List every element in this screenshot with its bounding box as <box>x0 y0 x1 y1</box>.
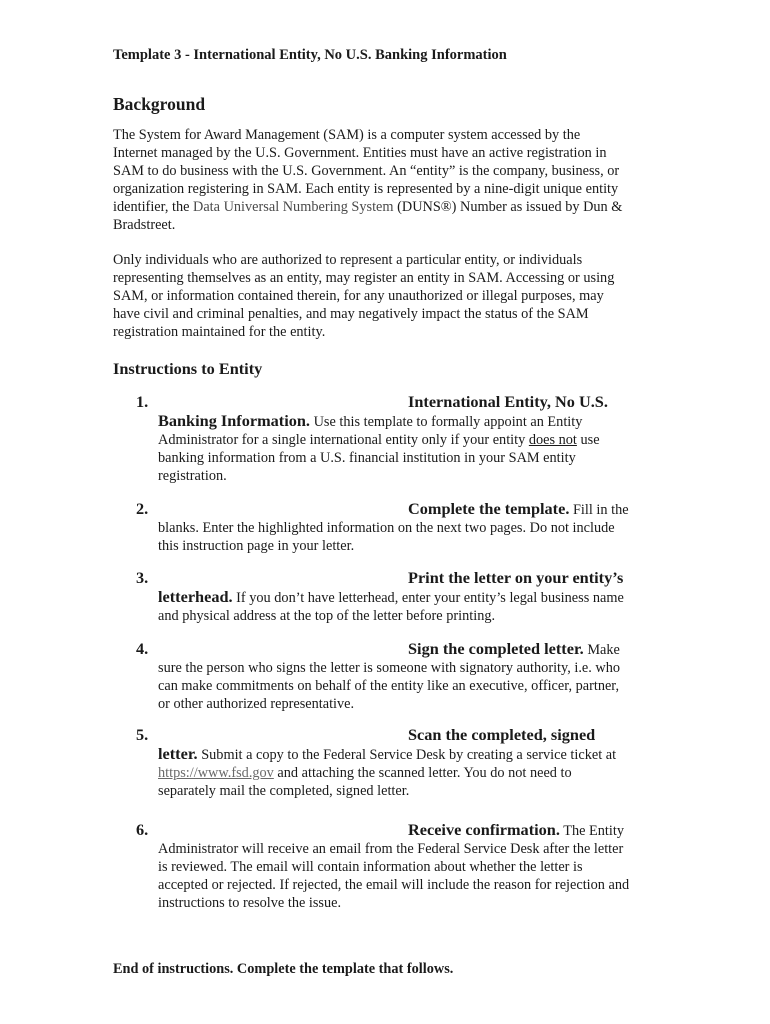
item-number: 4. <box>136 639 149 658</box>
template-title: Template 3 - International Entity, No U.S. Banking Information <box>113 47 507 63</box>
text-line: The System for Award Management (SAM) is a computer system accessed by the <box>113 127 581 143</box>
item-lead-text: Sign the completed letter. <box>408 639 584 658</box>
item-lead <box>408 820 624 840</box>
background-paragraph-1 <box>113 126 673 235</box>
emphasis-does-not: does not <box>528 432 577 449</box>
item-lead-continued: Banking Information. <box>158 411 310 430</box>
text-fragment: and attaching the scanned letter. You do not need to <box>273 765 572 782</box>
text-line: banking information from a U.S. financial institution in your SAM entity <box>158 450 576 467</box>
item-lead-continued: letterhead. <box>158 587 233 606</box>
text-line: representing themselves as an entity, may register an entity in SAM. Accessing or using <box>113 270 615 287</box>
text-line <box>158 745 668 764</box>
item-lead: International Entity, No U.S. <box>408 392 608 411</box>
item-lead-continued: letter. <box>158 744 198 763</box>
text-line <box>158 588 668 607</box>
text-line: organization registering in SAM. Each entity is represented by a nine-digit unique entity <box>113 181 619 198</box>
item-body <box>158 840 668 912</box>
background-paragraph-2 <box>113 251 673 341</box>
background-heading: Background <box>113 94 206 114</box>
item-lead <box>408 499 629 519</box>
text-fragment: Submit a copy to the Federal Service Desk by creating a service ticket at <box>197 747 617 763</box>
text-fragment: Administrator for a single international entity only if your entity <box>158 432 529 449</box>
text-line <box>158 412 668 431</box>
fsd-link[interactable]: https://www.fsd.gov <box>158 765 274 782</box>
text-line: this instruction page in your letter. <box>158 538 355 555</box>
text-line <box>158 764 668 782</box>
text-line: or other authorized representative. <box>158 696 355 713</box>
item-number: 1. <box>136 392 149 411</box>
item-lead: Scan the completed, signed <box>408 725 596 744</box>
item-body <box>158 519 668 555</box>
text-fragment: Use this template to formally appoint an Entity <box>310 414 583 430</box>
text-line <box>158 431 668 449</box>
item-body <box>158 588 668 625</box>
text-fragment: If you don’t have letterhead, enter your entity’s legal business name <box>232 590 624 606</box>
text-fragment: identifier, the <box>113 199 194 216</box>
item-number: 2. <box>136 499 149 518</box>
item-body <box>158 745 668 800</box>
text-line: Only individuals who are authorized to represent a particular entity, or individuals <box>113 252 583 268</box>
item-lead: Print the letter on your entity’s <box>408 568 624 587</box>
text-line: can make commitments on behalf of the entity like an executive, officer, partner, <box>158 678 620 695</box>
text-line: Administrator will receive an email from the Federal Service Desk after the letter <box>158 841 624 857</box>
text-fragment: Fill in the <box>569 502 629 518</box>
text-line: Internet managed by the U.S. Government. Entities must have an active registration in <box>113 145 607 162</box>
text-line: accepted or rejected. If rejected, the email will include the reason for rejection and <box>158 877 630 894</box>
item-lead <box>408 639 620 659</box>
text-line: SAM, or information contained therein, for any unauthorized or illegal purposes, may <box>113 288 604 305</box>
text-fragment: Make <box>583 642 620 658</box>
item-number: 6. <box>136 820 149 839</box>
item-lead-text: Receive confirmation. <box>408 820 560 839</box>
item-lead-text: Complete the template. <box>408 499 570 518</box>
text-line <box>113 198 673 216</box>
item-number: 3. <box>136 568 149 587</box>
text-fragment: use <box>576 432 600 449</box>
duns-reference: Data Universal Numbering System <box>193 199 394 216</box>
item-number: 5. <box>136 725 149 744</box>
text-line: have civil and criminal penalties, and may negatively impact the status of the SAM <box>113 306 589 323</box>
text-line: blanks. Enter the highlighted information on the next two pages. Do not include <box>158 520 615 536</box>
text-line: instructions to resolve the issue. <box>158 895 342 912</box>
text-line: and physical address at the top of the letter before printing. <box>158 608 496 625</box>
text-line: registration maintained for the entity. <box>113 324 326 341</box>
text-line: Bradstreet. <box>113 217 176 234</box>
instructions-heading: Instructions to Entity <box>113 359 263 378</box>
text-line: is reviewed. The email will contain information about whether the letter is <box>158 859 583 876</box>
item-body <box>158 412 668 485</box>
text-line: SAM to do business with the U.S. Government. An “entity” is the company, business, or <box>113 163 620 180</box>
text-line: separately mail the completed, signed letter. <box>158 783 410 800</box>
text-line: registration. <box>158 468 227 485</box>
text-line: sure the person who signs the letter is someone with signatory authority, i.e. who <box>158 660 621 676</box>
text-fragment: The Entity <box>559 823 624 839</box>
end-of-instructions-note: End of instructions. Complete the template that follows. <box>113 961 454 977</box>
item-body <box>158 659 668 713</box>
text-fragment: (DUNS®) Number as issued by Dun & <box>393 199 623 216</box>
